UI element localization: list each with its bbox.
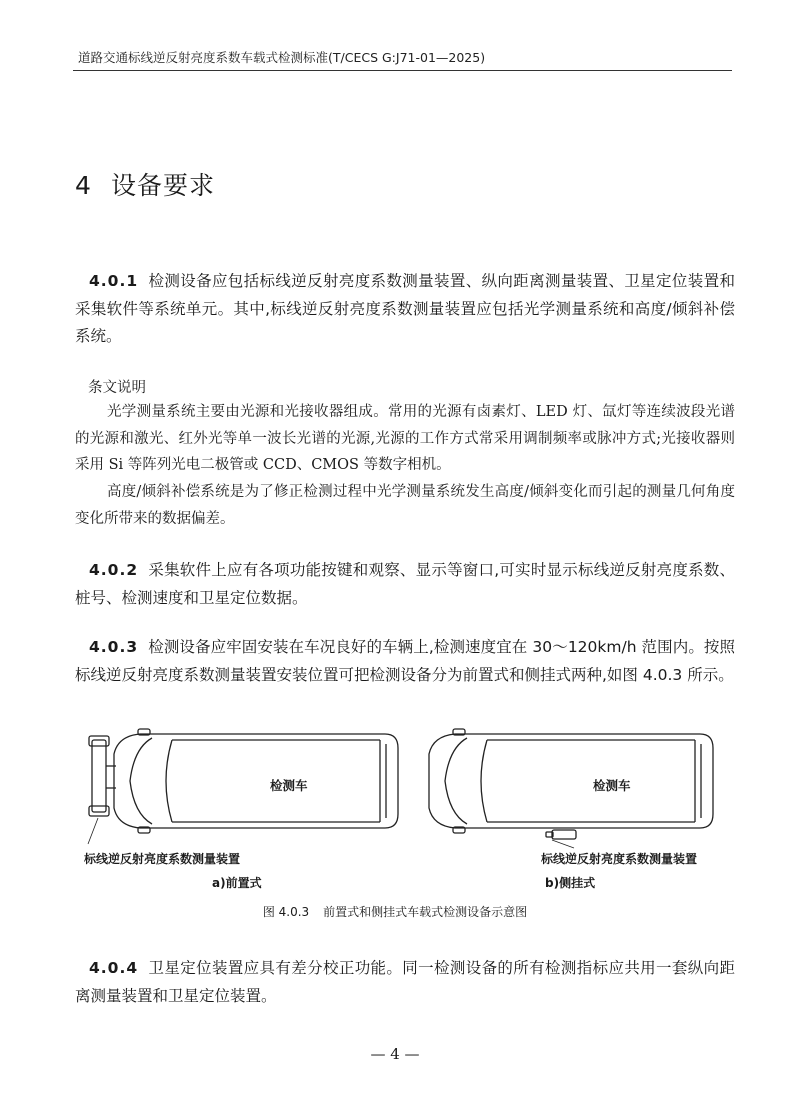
leader-line xyxy=(88,818,98,844)
clause-number: 4.0.2 xyxy=(89,561,139,579)
header-divider xyxy=(73,70,732,71)
vehicle-body xyxy=(429,734,713,828)
device-label-right: 标线逆反射亮度系数测量装置 xyxy=(541,852,698,866)
vehicle-body xyxy=(114,734,398,828)
windshield xyxy=(445,738,467,824)
figure-caption-number: 图 4.0.3 xyxy=(262,905,310,919)
clause-text: 采集软件上应有各项功能按键和观察、显示等窗口,可实时显示标线逆反射亮度系数、桩号、检测速度和卫星定位数据。 xyxy=(75,561,735,607)
side-device xyxy=(552,830,576,839)
front-mounted-vehicle xyxy=(88,729,398,844)
commentary-paragraph-2: 高度/倾斜补偿系统是为了修正检测过程中光学测量系统发生高度/倾斜变化而引起的测量几何角度变化所带来的数据偏差。 xyxy=(75,484,735,527)
subfigure-label-a: a)前置式 xyxy=(212,876,262,890)
figure-vehicle-diagram xyxy=(80,726,730,926)
device-label-left: 标线逆反射亮度系数测量装置 xyxy=(84,852,241,866)
clause-number: 4.0.4 xyxy=(89,959,139,977)
clause-text: 卫星定位装置应具有差分校正功能。同一检测设备的所有检测指标应共用一套纵向距离测量装置和卫星定位装置。 xyxy=(75,959,735,1005)
figure-caption-text: 前置式和侧挂式车载式检测设备示意图 xyxy=(323,905,528,919)
clause-text: 检测设备应包括标线逆反射亮度系数测量装置、纵向距离测量装置、卫星定位装置和采集软件等系统单元。其中,标线逆反射亮度系数测量装置应包括光学测量系统和高度/倾斜补偿系统。 xyxy=(75,272,735,345)
commentary-paragraph-1: 光学测量系统主要由光源和光接收器组成。常用的光源有卤素灯、LED 灯、氙灯等连续波段光谱的光源和激光、红外光等单一波长光谱的光源,光源的工作方式常采用调制频率或脉冲方式;光接收器则采用 Si 等阵列光电二极管或 CCD、CMOS 等数字相机。 xyxy=(75,404,735,473)
clause-number: 4.0.1 xyxy=(89,272,139,290)
clause-4-0-2 xyxy=(75,557,735,612)
chapter-heading: 设备要求 xyxy=(111,171,216,200)
commentary-label: 条文说明 xyxy=(88,380,146,396)
chapter-title xyxy=(75,166,215,202)
clause-4-0-3 xyxy=(75,634,735,689)
subfigure-label-b: b)侧挂式 xyxy=(545,876,596,890)
vehicle-label-right: 检测车 xyxy=(593,778,631,793)
leader-line xyxy=(552,840,574,848)
windshield xyxy=(130,738,152,824)
running-header: 道路交通标线逆反射亮度系数车载式检测标准(T/CECS G:J71-01—2025) xyxy=(78,50,486,65)
clause-number: 4.0.3 xyxy=(89,638,139,656)
vehicle-label-left: 检测车 xyxy=(270,778,308,793)
clause-4-0-1 xyxy=(75,268,735,351)
figure-caption xyxy=(0,903,790,920)
windshield-rear xyxy=(481,740,487,822)
page-number: — 4 — xyxy=(370,1045,420,1063)
clause-4-0-4 xyxy=(75,955,735,1010)
windshield-rear xyxy=(166,740,172,822)
chapter-number: 4 xyxy=(75,171,92,200)
side-mounted-vehicle xyxy=(429,729,713,848)
clause-text: 检测设备应牢固安装在车况良好的车辆上,检测速度宜在 30～120km/h 范围内。按照标线逆反射亮度系数测量装置安装位置可把检测设备分为前置式和侧挂式两种,如图 4.0.3 所示。 xyxy=(75,638,735,684)
front-device-bar xyxy=(92,740,106,812)
